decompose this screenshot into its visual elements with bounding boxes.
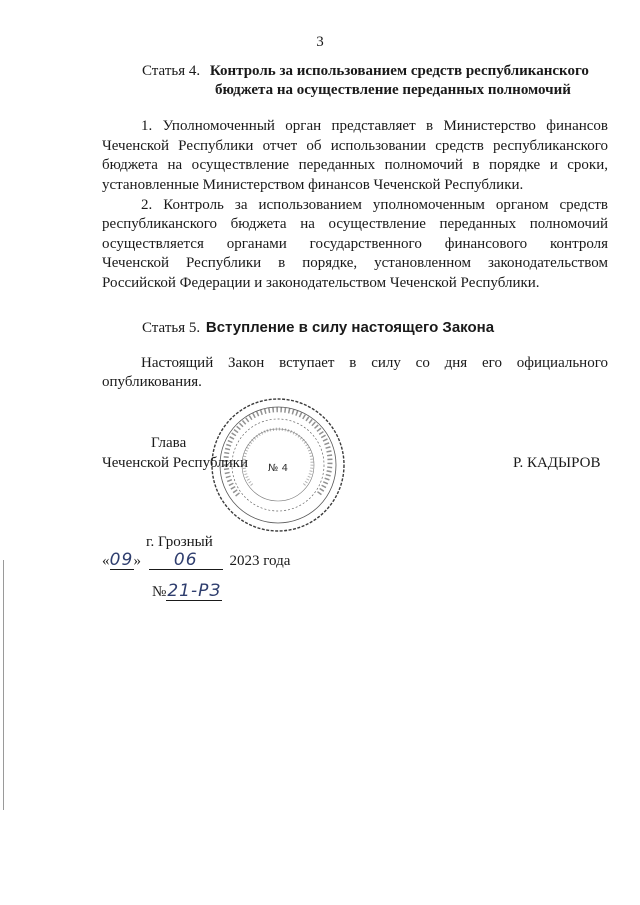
article-5-heading (142, 318, 494, 338)
date-day: 09 (109, 550, 134, 570)
signatory-position-line-1: Глава (151, 435, 187, 451)
text-line: 1. Уполномоченный орган представляет в Министерство финансов (141, 118, 608, 134)
scan-edge (3, 560, 4, 810)
quote-close: » (133, 553, 141, 569)
article-4-heading-cont (215, 81, 571, 100)
text-line: осуществляется органами государственного финансового контроля (102, 236, 608, 252)
article-4-title-line-2: бюджета на осуществление переданных полномочий (215, 82, 571, 98)
city: г. Грозный (146, 534, 213, 550)
article-4-title-line-1: Контроль за использованием средств республиканского (209, 63, 589, 79)
text-line: бюджета на осуществление переданных полномочий в порядке и сроки, (102, 157, 608, 173)
page-number: 3 (316, 34, 324, 50)
date-year: 2023 года (229, 553, 291, 569)
signatory-position-line-2: Чеченской Республики (102, 455, 248, 471)
text-line: республиканского бюджета на осуществление переданных полномочий (102, 216, 608, 232)
law-number-prefix: № (152, 584, 167, 600)
text-line: опубликования. (102, 374, 202, 390)
article-5-title: Вступление в силу настоящего Закона (205, 319, 495, 336)
text-line: Настоящий Закон вступает в силу со дня его официального (141, 355, 608, 371)
text-line: 2. Контроль за использованием уполномоченным органом средств (141, 197, 608, 213)
article-4-prefix: Статья 4. (142, 63, 201, 79)
law-number-value: 21-РЗ (167, 581, 222, 601)
text-line: Российской Федерации и законодательством Чеченской Республики. (102, 275, 540, 291)
article-4-heading (142, 62, 589, 81)
seal-number: № 4 (268, 463, 288, 474)
text-line: Чеченской Республики в порядке, установленном законодательством (102, 255, 608, 271)
quote-open: « (102, 553, 110, 569)
text-line: установленные Министерством финансов Чеченской Республики. (102, 177, 524, 193)
enactment-date (102, 552, 290, 571)
article-5-prefix: Статья 5. (142, 320, 201, 336)
date-month: 06 (173, 550, 198, 570)
law-number (152, 583, 222, 602)
signatory-name: Р. КАДЫРОВ (513, 455, 601, 471)
text-line: Чеченской Республики отчет об использовании средств республиканского (102, 138, 608, 154)
